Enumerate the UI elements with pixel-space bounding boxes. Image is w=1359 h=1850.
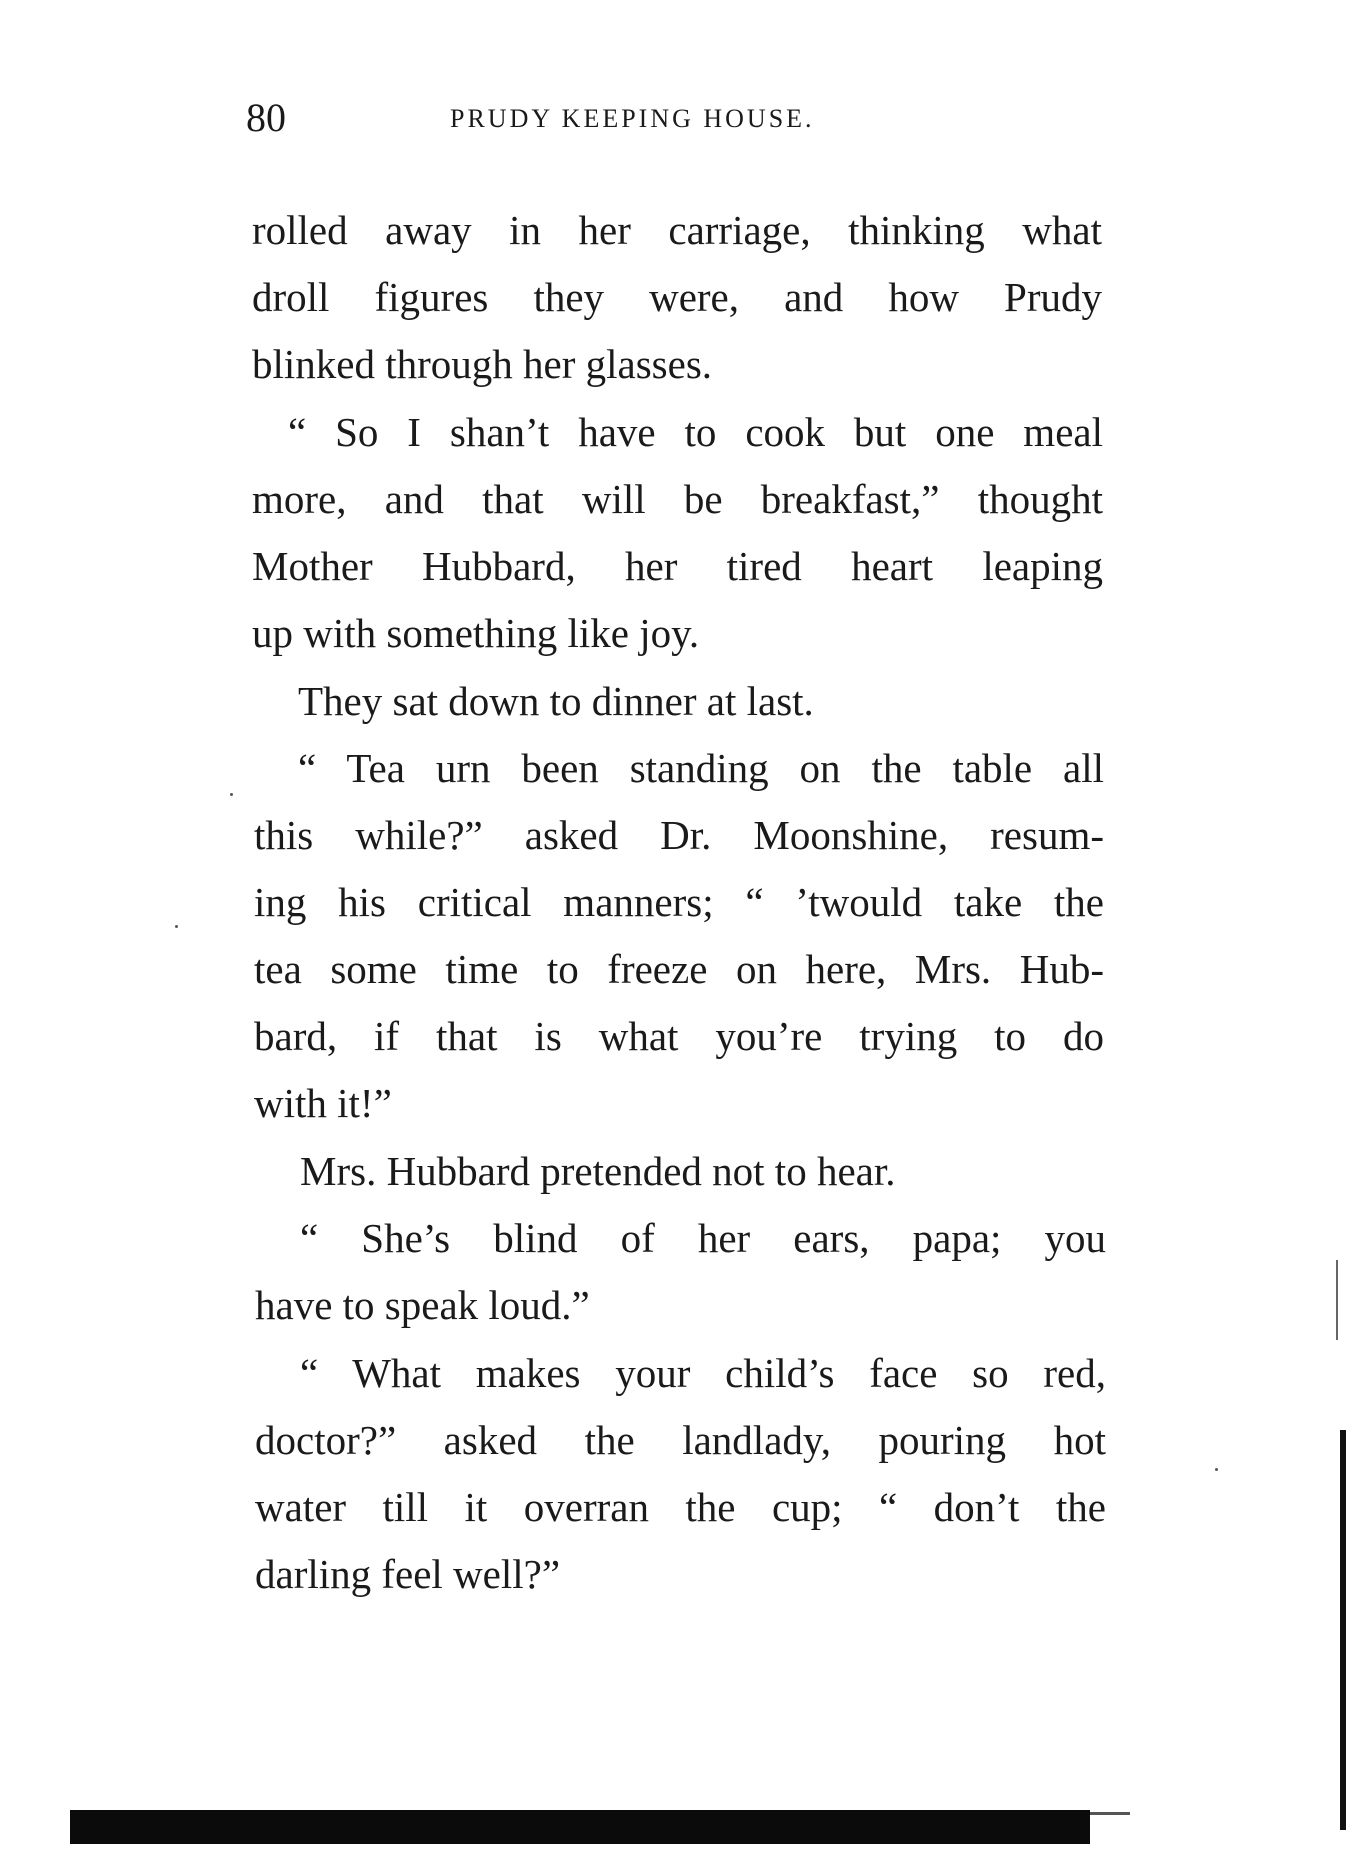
text-line: darling feel well?”	[255, 1551, 561, 1597]
scan-edge-bottom	[70, 1810, 1090, 1844]
text-line: They sat down to dinner at last.	[298, 678, 814, 724]
text-line: have to speak loud.”	[255, 1282, 590, 1328]
text-line: doctor?” asked the landlady, pouring hot	[255, 1417, 1106, 1463]
scan-edge-bottom-thin	[1090, 1812, 1130, 1815]
text-line: Mother Hubbard, her tired heart leaping	[252, 543, 1103, 589]
text-line: blinked through her glasses.	[252, 341, 713, 387]
text-line: “ Tea urn been standing on the table all	[298, 745, 1104, 791]
scan-edge-right	[1340, 1430, 1346, 1830]
scan-speck	[230, 793, 233, 796]
scan-speck	[1215, 1468, 1218, 1471]
text-line: tea some time to freeze on here, Mrs. Hub-	[254, 946, 1104, 992]
running-head: PRUDY KEEPING HOUSE.	[450, 104, 815, 133]
text-line: more, and that will be breakfast,” thought	[252, 476, 1103, 522]
text-line: “ So I shan’t have to cook but one meal	[288, 409, 1103, 455]
text-line: droll figures they were, and how Prudy	[252, 274, 1102, 320]
text-line: “ She’s blind of her ears, papa; you	[300, 1215, 1106, 1261]
page-number: 80	[246, 95, 286, 140]
text-line: water till it overran the cup; “ don’t the	[255, 1484, 1106, 1530]
text-line: “ What makes your child’s face so red,	[300, 1350, 1106, 1396]
text-line: with it!”	[254, 1080, 392, 1126]
text-line: bard, if that is what you’re trying to do	[254, 1013, 1104, 1059]
scan-speck	[175, 925, 178, 928]
text-line: Mrs. Hubbard pretended not to hear.	[300, 1148, 896, 1194]
text-line: ing his critical manners; “ ’twould take the	[254, 879, 1104, 925]
scan-edge-right-faint	[1336, 1260, 1338, 1340]
text-line: up with something like joy.	[252, 610, 700, 656]
text-line: this while?” asked Dr. Moonshine, resum-	[254, 812, 1104, 858]
text-line: rolled away in her carriage, thinking what	[252, 207, 1102, 253]
